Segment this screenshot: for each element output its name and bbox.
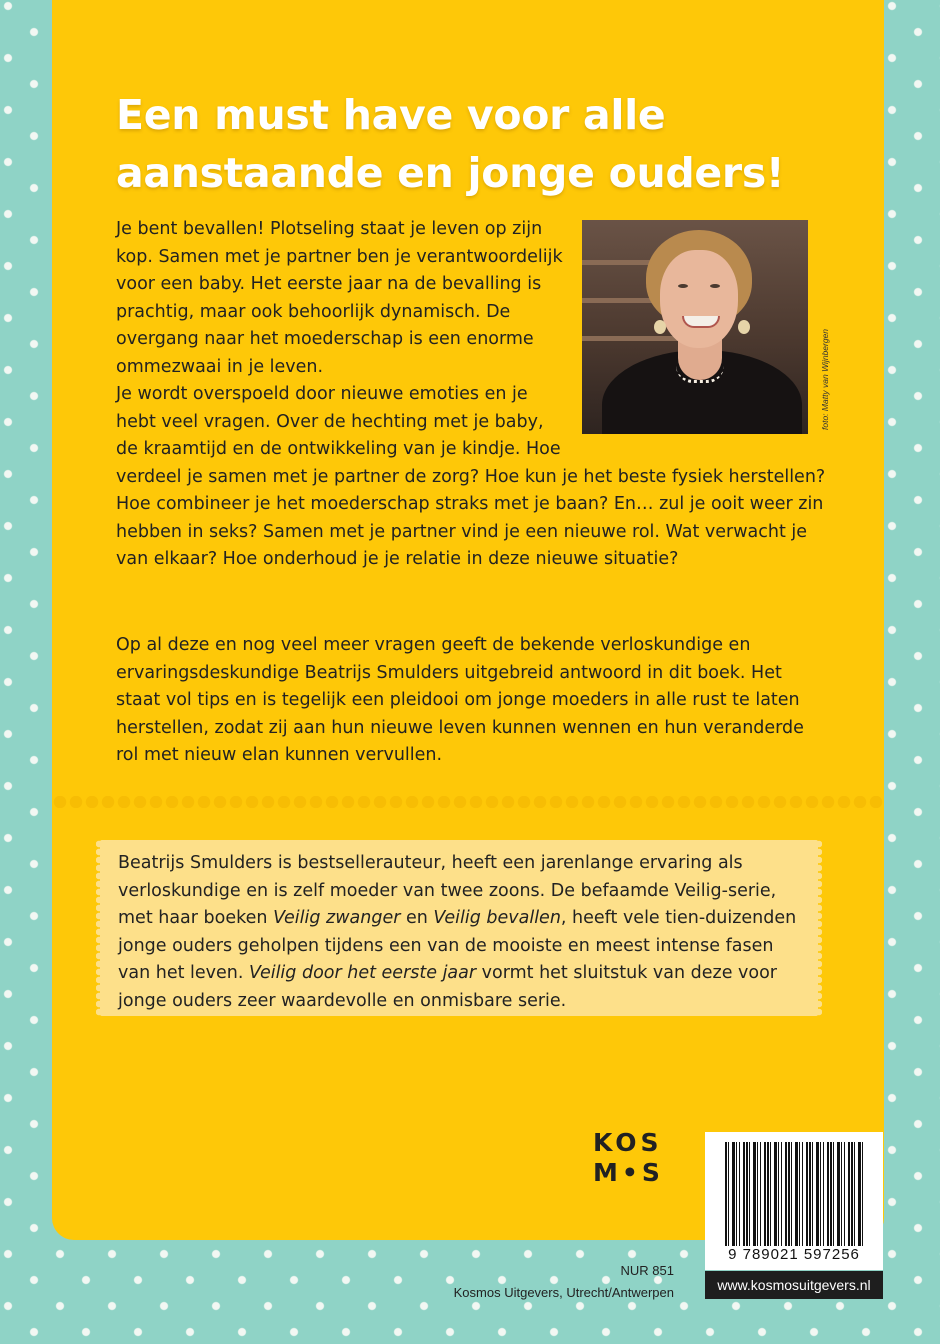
eye xyxy=(678,284,688,288)
barcode-bars xyxy=(725,1142,865,1246)
website-label: www.kosmosuitgevers.nl xyxy=(705,1271,883,1299)
nur-code: NUR 851 xyxy=(620,1263,674,1278)
intro-paragraph: Je bent bevallen! Plotseling staat je leven op zijn kop. Samen met je partner ben je verantwoordelijk voor een baby. Het eerste jaar na de bevalling is prachtig, maar ook behoorlijk dynamisch. De overgang naar het moederschap is een enorme ommezwaai in je leven. xyxy=(116,219,563,377)
book-title: Veilig bevallen xyxy=(433,908,561,928)
earring xyxy=(738,320,750,334)
bio-text: , heeft vele tien-duizenden jonge ouders geholpen tijdens een van de mooiste en meest intense fasen van het leven. xyxy=(118,908,797,983)
face xyxy=(660,250,738,348)
barcode xyxy=(705,1132,883,1270)
author-photo xyxy=(582,220,808,434)
publisher-name: Kosmos Uitgevers, Utrecht/Antwerpen xyxy=(453,1285,674,1300)
author-photo-frame xyxy=(582,220,828,436)
logo-line-1: KOS xyxy=(593,1128,663,1157)
author-bio-box xyxy=(100,840,818,1016)
body-paragraph: Op al deze en nog veel meer vragen geeft de bekende verloskundige en ervaringsdeskundige Beatrijs Smulders uitgebreid antwoord in dit boek. Het staat vol tips en is tegelijk een pleidooi om jonge moeders in alle rust te laten herstellen, zodat zij aan hun nieuwe leven kunnen wennen en hun veranderde rol met nieuw elan kunnen vervullen. xyxy=(116,635,804,765)
headline-line-2: aanstaande en jonge ouders! xyxy=(116,149,785,197)
bio-text: vormt het sluitstuk van deze voor jonge ouders zeer waardevolle en onmisbare serie. xyxy=(118,963,777,1011)
smile xyxy=(682,316,720,328)
logo-line-2: M•S xyxy=(593,1158,664,1187)
eye xyxy=(710,284,720,288)
bio-text: Beatrijs Smulders is bestsellerauteur, heeft een jarenlange ervaring als verloskundige en is zelf moeder van twee zoons. De befaamde Veilig-serie, met haar boeken xyxy=(118,853,777,928)
author-bio xyxy=(100,846,818,1015)
intro-paragraph-2: Je wordt overspoeld door nieuwe emoties en je hebt veel vragen. Over de hechting met je baby, de kraamtijd en de ontwikkeling van je kindje. Hoe verdeel je samen met je partner de zorg? Hoe kun je het beste fysiek herstellen? Hoe combineer je het moederschap straks met je baan? En… zul je ooit weer zin hebben in seks? Samen met je partner vind je een nieuwe rol. Wat verwacht je van elkaar? Hoe onderhoud je je relatie in deze nieuwe situatie? xyxy=(116,384,826,569)
scallop-divider xyxy=(52,796,884,808)
book-title: Veilig door het eerste jaar xyxy=(249,963,477,983)
earring xyxy=(654,320,666,334)
kosmos-logo xyxy=(593,1128,673,1188)
bio-text: en xyxy=(400,908,434,928)
headline-line-1: Een must have voor alle xyxy=(116,91,666,139)
shelf xyxy=(582,336,682,341)
headline xyxy=(116,86,836,202)
intro-text xyxy=(116,216,828,574)
isbn-number: 9 789021 597256 xyxy=(728,1246,860,1263)
book-title: Veilig zwanger xyxy=(273,908,401,928)
photo-credit: foto: Matty van Wijnbergen xyxy=(820,328,830,430)
